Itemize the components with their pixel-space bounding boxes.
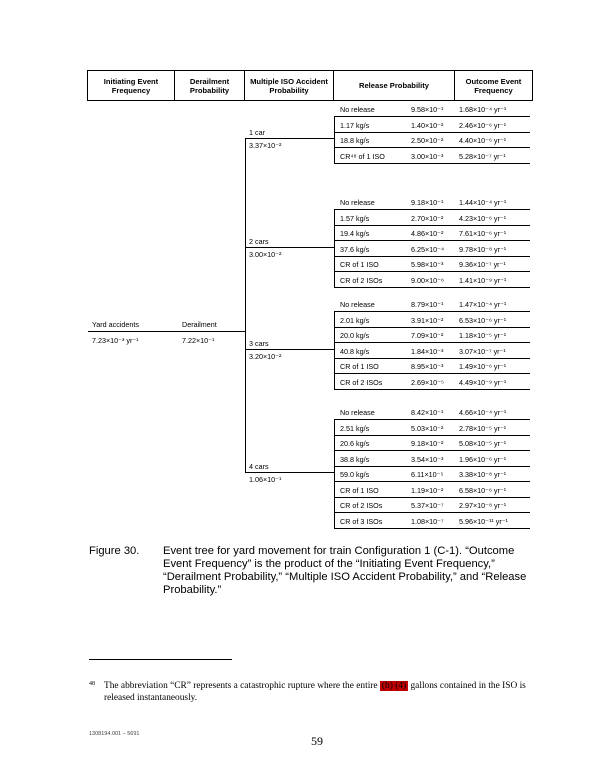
outcome-line (334, 358, 454, 359)
header-multiple-iso-probability: Multiple ISO Accident Probability (244, 70, 334, 101)
multiple-iso-trunk (245, 138, 246, 473)
outcome-frequency: 1.49×10⁻⁶ yr⁻¹ (459, 362, 507, 371)
release-probability: 9.58×10⁻¹ (411, 105, 444, 114)
release-probability: 1.40×10⁻² (411, 120, 444, 130)
release-outcome: 20.6 kg/s (340, 439, 370, 448)
release-outcome: 2.51 kg/s (340, 423, 370, 433)
outcome-frequency: 2.97×10⁻⁸ yr⁻¹ (459, 501, 507, 510)
outcome-frequency-line (454, 358, 530, 359)
outcome-frequency: 7.61×10⁻⁶ yr⁻¹ (459, 229, 507, 238)
outcome-frequency-line (454, 481, 530, 482)
footnote-rule (89, 659, 232, 660)
release-probability: 3.54×10⁻³ (411, 454, 444, 464)
derailment-probability: 7.22×10⁻¹ (182, 336, 215, 345)
outcome-frequency-line (454, 342, 530, 343)
redaction-mark: (b) (4) (381, 681, 407, 691)
outcome-frequency-line (454, 271, 530, 272)
document-id: 1308194.001 – 5691 (89, 731, 140, 737)
release-outcome: CR of 3 ISOs (340, 516, 383, 526)
release-probability: 3.91×10⁻² (411, 315, 444, 325)
outcome-frequency-line (454, 240, 530, 241)
release-probability: 2.50×10⁻² (411, 136, 444, 145)
outcome-frequency: 4.23×10⁻⁶ yr⁻¹ (459, 213, 507, 223)
outcome-line (334, 256, 454, 257)
branch-probability: 3.37×10⁻² (249, 141, 282, 150)
release-probability: 9.18×10⁻² (411, 439, 444, 448)
branch-label: 2 cars (249, 237, 269, 246)
release-outcome: 19.4 kg/s (340, 229, 370, 238)
outcome-spine (334, 116, 335, 164)
outcome-frequency: 9.36×10⁻⁷ yr⁻¹ (459, 260, 506, 269)
release-outcome: 2.01 kg/s (340, 315, 370, 325)
release-probability: 1.84×10⁻³ (411, 346, 444, 356)
outcome-frequency-line (454, 512, 530, 513)
outcome-line (334, 311, 454, 312)
outcome-line (334, 466, 454, 467)
outcome-frequency-line (454, 132, 530, 133)
footnote-text-before: The abbreviation “CR” represents a catastrophic rupture where the entire (104, 681, 378, 691)
outcome-line (334, 147, 454, 148)
release-probability: 8.95×10⁻³ (411, 362, 444, 371)
outcome-line (334, 342, 454, 343)
outcome-frequency: 1.44×10⁻⁴ yr⁻¹ (459, 198, 507, 207)
release-outcome: 1.57 kg/s (340, 213, 370, 223)
release-outcome: CR of 1 ISO (340, 362, 379, 371)
outcome-line (334, 271, 454, 272)
outcome-frequency: 1.96×10⁻⁶ yr⁻¹ (459, 454, 507, 464)
header-initiating-event-frequency: Initiating Event Frequency (87, 70, 175, 101)
outcome-frequency: 1.18×10⁻⁵ yr⁻¹ (459, 331, 507, 340)
outcome-frequency: 2.46×10⁻⁶ yr⁻¹ (459, 120, 507, 130)
outcome-frequency-line (454, 419, 530, 420)
outcome-line (334, 512, 454, 513)
branch-probability: 3.20×10⁻² (249, 352, 282, 361)
release-outcome: 59.0 kg/s (340, 470, 370, 479)
outcome-line (334, 163, 454, 164)
outcome-line (334, 450, 454, 451)
outcome-frequency: 6.53×10⁻⁶ yr⁻¹ (459, 315, 507, 325)
outcome-frequency-line (454, 450, 530, 451)
release-outcome: 40.8 kg/s (340, 346, 370, 356)
branch-line (245, 472, 334, 473)
outcome-line (334, 389, 454, 390)
outcome-frequency: 9.78×10⁻⁸ yr⁻¹ (459, 244, 507, 254)
release-probability: 6.11×10⁻⁵ (411, 470, 444, 479)
outcome-line (334, 419, 454, 420)
outcome-line (334, 435, 454, 436)
outcome-spine (334, 311, 335, 390)
branch-label: 1 car (249, 128, 265, 137)
outcome-line (334, 287, 454, 288)
outcome-line (334, 528, 454, 529)
outcome-frequency-line (454, 373, 530, 374)
outcome-frequency-line (454, 389, 530, 390)
branch-probability: 1.06×10⁻¹ (249, 475, 282, 484)
release-outcome: No release (340, 105, 375, 114)
outcome-frequency-line (454, 528, 530, 529)
release-outcome: No release (340, 408, 375, 417)
release-outcome: 18.8 kg/s (340, 136, 370, 145)
outcome-frequency: 4.40×10⁻⁶ yr⁻¹ (459, 136, 507, 145)
release-outcome: CR of 2 ISOs (340, 377, 383, 387)
release-probability: 7.09×10⁻² (411, 331, 444, 340)
release-probability: 2.70×10⁻² (411, 213, 444, 223)
root-connector-line (88, 331, 245, 332)
branch-label: 3 cars (249, 339, 269, 348)
release-outcome: 1.17 kg/s (340, 120, 370, 130)
page-number: 59 (311, 734, 323, 748)
footnote-number: 48 (89, 681, 95, 687)
header-derailment-probability: Derailment Probability (174, 70, 245, 101)
outcome-frequency-line (454, 466, 530, 467)
outcome-frequency-line (454, 225, 530, 226)
outcome-frequency: 3.38×10⁻⁸ yr⁻¹ (459, 470, 507, 479)
release-probability: 3.00×10⁻³ (411, 151, 444, 161)
footnote-text-after: gallons contained in the ISO is released instantaneously. (104, 681, 526, 703)
release-outcome: 37.6 kg/s (340, 244, 370, 254)
release-outcome: CR of 1 ISO (340, 260, 379, 269)
figure-label: Figure 30. (89, 545, 140, 557)
release-outcome: 20.0 kg/s (340, 331, 370, 340)
release-probability: 5.98×10⁻³ (411, 260, 444, 269)
outcome-frequency: 5.96×10⁻¹¹ yr⁻¹ (459, 516, 508, 526)
release-outcome: CR of 2 ISOs (340, 501, 383, 510)
outcome-line (334, 327, 454, 328)
outcome-frequency-line (454, 116, 530, 117)
outcome-line (334, 132, 454, 133)
release-probability: 8.79×10⁻¹ (411, 300, 444, 309)
outcome-line (334, 481, 454, 482)
footnote-text (104, 680, 549, 704)
branch-label: 4 cars (249, 462, 269, 471)
outcome-frequency-line (454, 209, 530, 210)
header-release-probability: Release Probability (333, 70, 455, 101)
outcome-frequency: 1.68×10⁻⁴ yr⁻¹ (459, 105, 507, 114)
branch-line (245, 138, 334, 139)
outcome-frequency: 5.08×10⁻⁵ yr⁻¹ (459, 439, 507, 448)
release-probability: 9.00×10⁻⁶ (411, 275, 444, 285)
release-probability: 8.42×10⁻¹ (411, 408, 444, 417)
release-outcome: No release (340, 198, 375, 207)
release-outcome: 38.8 kg/s (340, 454, 370, 464)
release-probability: 6.25×10⁻⁴ (411, 244, 445, 254)
outcome-frequency: 3.07×10⁻⁷ yr⁻¹ (459, 346, 506, 356)
outcome-frequency-line (454, 147, 530, 148)
outcome-line (334, 225, 454, 226)
outcome-frequency: 1.47×10⁻⁴ yr⁻¹ (459, 300, 507, 309)
outcome-frequency-line (454, 256, 530, 257)
release-outcome: CR of 1 ISO (340, 485, 379, 495)
outcome-frequency-line (454, 497, 530, 498)
outcome-spine (334, 209, 335, 288)
outcome-line (334, 209, 454, 210)
initiating-event-frequency: 7.23×10⁻³ yr⁻¹ (92, 336, 139, 345)
outcome-frequency: 6.58×10⁻⁶ yr⁻¹ (459, 485, 507, 495)
outcome-frequency-line (454, 163, 530, 164)
header-outcome-event-frequency: Outcome Event Frequency (454, 70, 533, 101)
release-outcome: CR⁴⁸ of 1 ISO (340, 151, 385, 161)
derailment-label: Derailment (182, 320, 217, 329)
branch-probability: 3.00×10⁻² (249, 250, 282, 259)
figure-caption-text: Event tree for yard movement for train Configuration 1 (C-1). “Outcome Event Frequency” is the product of the “Initiating Event Frequency,” “Derailment Probability,” “Multiple ISO Accident Probability,” and “Release Probability.” (163, 545, 527, 596)
release-outcome: No release (340, 300, 375, 309)
release-outcome: CR of 2 ISOs (340, 275, 383, 285)
outcome-frequency-line (454, 327, 530, 328)
release-probability: 1.08×10⁻⁷ (411, 516, 444, 526)
outcome-frequency: 1.41×10⁻⁹ yr⁻¹ (459, 275, 507, 285)
release-probability: 2.69×10⁻⁵ (411, 377, 444, 387)
branch-line (245, 247, 334, 248)
outcome-frequency-line (454, 287, 530, 288)
outcome-frequency-line (454, 311, 530, 312)
outcome-frequency-line (454, 435, 530, 436)
release-probability: 5.03×10⁻² (411, 423, 444, 433)
release-probability: 9.18×10⁻¹ (411, 198, 444, 207)
branch-line (245, 349, 334, 350)
outcome-line (334, 373, 454, 374)
outcome-frequency: 4.49×10⁻⁹ yr⁻¹ (459, 377, 507, 387)
outcome-line (334, 497, 454, 498)
release-probability: 5.37×10⁻⁷ (411, 501, 444, 510)
outcome-frequency: 2.78×10⁻⁵ yr⁻¹ (459, 423, 507, 433)
outcome-line (334, 116, 454, 117)
release-probability: 4.86×10⁻² (411, 229, 444, 238)
outcome-line (334, 240, 454, 241)
release-probability: 1.19×10⁻² (411, 485, 444, 495)
initiating-event-label: Yard accidents (92, 320, 140, 329)
outcome-frequency: 4.66×10⁻⁴ yr⁻¹ (459, 408, 507, 417)
outcome-frequency: 5.28×10⁻⁷ yr⁻¹ (459, 151, 506, 161)
